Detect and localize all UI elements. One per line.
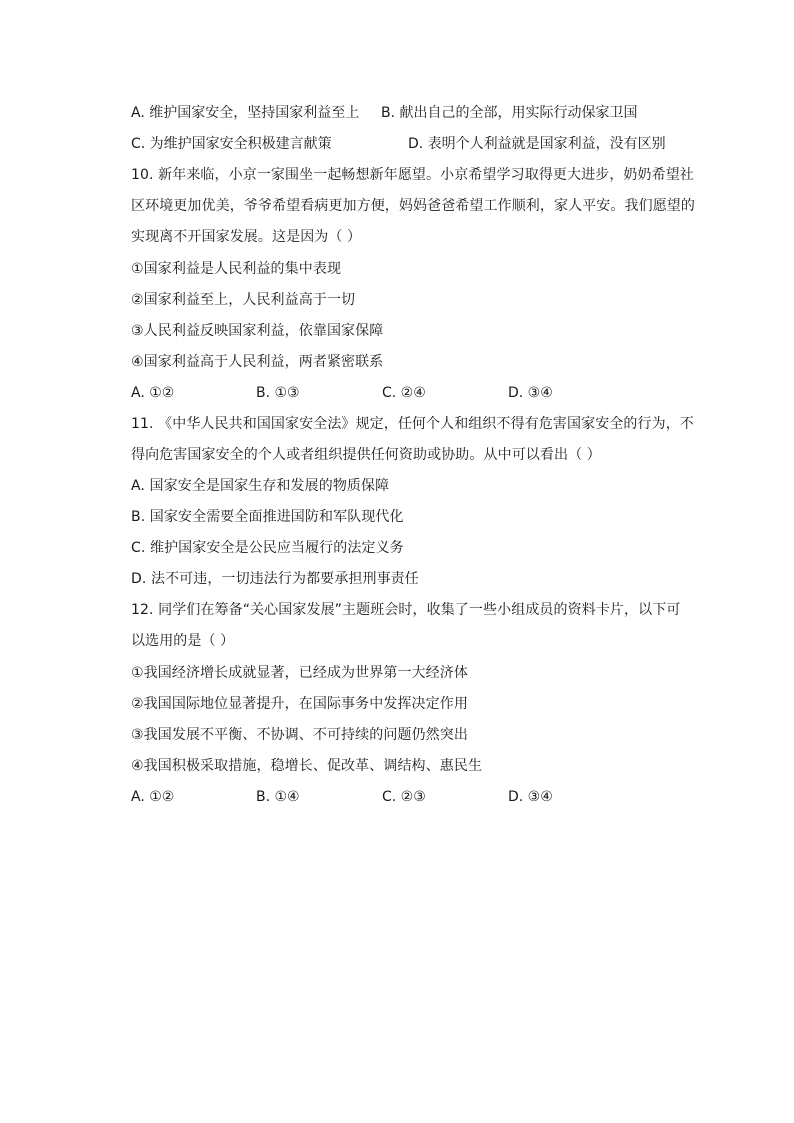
q10-statement-3: ③人民利益反映国家利益，依靠国家保障 xyxy=(131,323,384,339)
q11-option-c: C. 维护国家安全是公民应当履行的法定义务 xyxy=(131,540,404,556)
q10-stem-line-1: 10. 新年来临，小京一家围坐一起畅想新年愿望。小京希望学习取得更大进步，奶奶希望社 xyxy=(131,167,694,183)
q10-option-b: B. ①③ xyxy=(256,385,300,401)
q10-statement-4: ④国家利益高于人民利益，两者紧密联系 xyxy=(131,354,384,370)
q11-option-d: D. 法不可违，一切违法行为都要承担刑事责任 xyxy=(131,571,419,587)
q10-stem-line-2: 区环境更加优美，爷爷希望看病更加方便，妈妈爸爸希望工作顺利，家人平安。我们愿望的 xyxy=(131,198,695,214)
q12-stem-line-1: 12. 同学们在筹备“关心国家发展”主题班会时，收集了一些小组成员的资料卡片，以下可 xyxy=(131,602,681,618)
q12-option-d: D. ③④ xyxy=(508,789,553,805)
q9-option-a: A. 维护国家安全，坚持国家利益至上 xyxy=(131,105,360,121)
q9-option-d: D. 表明个人利益就是国家利益，没有区别 xyxy=(408,136,666,152)
q12-statement-3: ③我国发展不平衡、不协调、不可持续的问题仍然突出 xyxy=(131,727,468,743)
q12-statement-2: ②我国国际地位显著提升，在国际事务中发挥决定作用 xyxy=(131,696,468,712)
q12-option-a: A. ①② xyxy=(131,789,175,805)
q10-statement-2: ②国家利益至上，人民利益高于一切 xyxy=(131,292,356,308)
q11-option-b: B. 国家安全需要全面推进国防和军队现代化 xyxy=(131,509,404,525)
q10-stem-line-3: 实现离不开国家发展。这是因为（ ） xyxy=(131,229,362,245)
q9-option-b: B. 献出自己的全部，用实际行动保家卫国 xyxy=(381,105,638,121)
q12-statement-1: ①我国经济增长成就显著，已经成为世界第一大经济体 xyxy=(131,665,468,681)
q10-statement-1: ①国家利益是人民利益的集中表现 xyxy=(131,261,342,277)
q9-option-c: C. 为维护国家安全积极建言献策 xyxy=(131,136,332,152)
q11-option-a: A. 国家安全是国家生存和发展的物质保障 xyxy=(131,478,390,494)
q12-statement-4: ④我国积极采取措施，稳增长、促改革、调结构、惠民生 xyxy=(131,758,483,774)
q12-stem-line-2: 以选用的是（ ） xyxy=(131,633,235,649)
q10-option-c: C. ②④ xyxy=(382,385,426,401)
q11-stem-line-1: 11. 《中华人民共和国国家安全法》规定，任何个人和组织不得有危害国家安全的行为，不 xyxy=(131,416,694,432)
q12-option-c: C. ②③ xyxy=(382,789,426,805)
q11-stem-line-2: 得向危害国家安全的个人或者组织提供任何资助或协助。从中可以看出（ ） xyxy=(131,447,601,463)
q12-option-b: B. ①④ xyxy=(256,789,300,805)
q10-option-a: A. ①② xyxy=(131,385,175,401)
q10-option-d: D. ③④ xyxy=(508,385,553,401)
